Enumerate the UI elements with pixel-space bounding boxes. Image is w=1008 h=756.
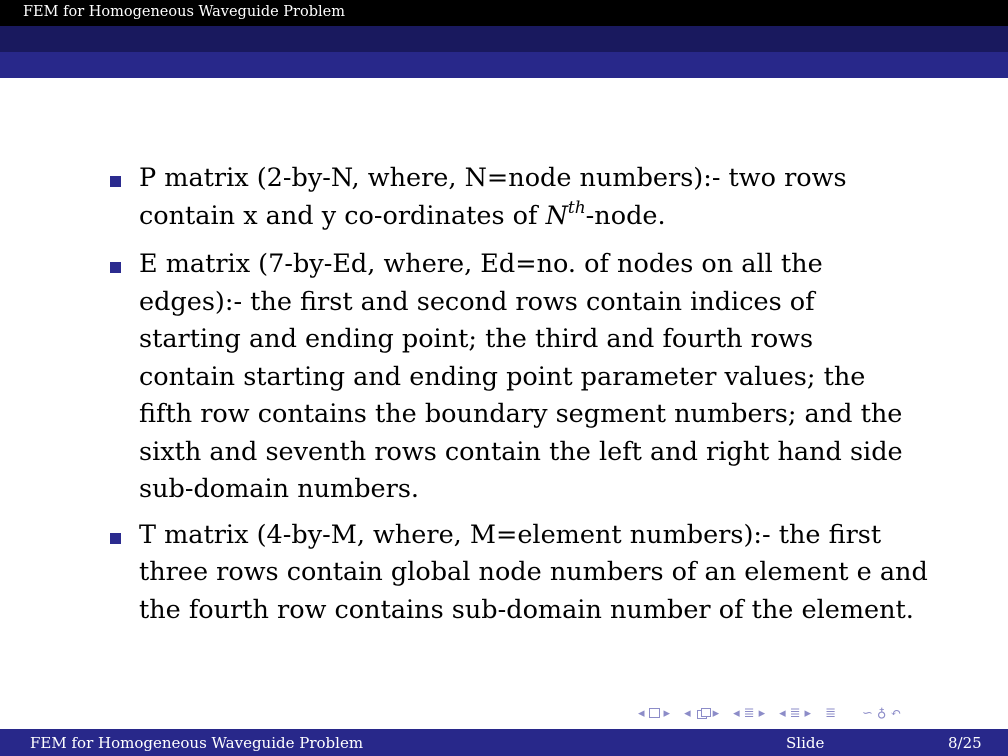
bullet-line: fifth row contains the boundary segment numbers; and the — [139, 399, 903, 429]
bullet-square-icon — [110, 176, 121, 187]
footer-title: FEM for Homogeneous Waveguide Problem — [30, 734, 364, 752]
header-bar-subsection — [0, 26, 1008, 52]
footer-slide-label: Slide — [786, 734, 825, 752]
nav-section-alt-icon[interactable]: ◂ ≣ ▸ — [779, 705, 812, 721]
header-title: FEM for Homogeneous Waveguide Problem — [23, 4, 345, 20]
bullet-line: P matrix (2-by-N, where, N=node numbers):- two rows — [139, 163, 847, 193]
nav-frame-icon[interactable]: ◂ ▸ — [638, 705, 671, 721]
bullet-line: sub-domain numbers. — [139, 474, 420, 504]
math-n: N — [545, 200, 568, 231]
footer-bar — [0, 729, 1008, 756]
bullet-square-icon — [110, 533, 121, 544]
bullet-text: -node. — [585, 200, 666, 231]
bullet-line — [139, 198, 990, 239]
bullet-line: contain starting and ending point parameter values; the — [139, 361, 866, 392]
bullet-text: contain x and y co-ordinates of — [139, 200, 546, 231]
footer-page-number: 8/25 — [948, 734, 982, 752]
nav-align-icon[interactable]: ≣ — [825, 705, 836, 721]
bullet-line: starting and ending point; the third and fourth rows — [139, 324, 814, 354]
nav-search-icon[interactable]: ∽ ♁ ↶ — [861, 705, 902, 721]
nav-subsection-icon[interactable]: ◂ ▸ — [684, 705, 720, 721]
math-superscript: th — [567, 197, 586, 218]
bullet-item-t-matrix — [110, 517, 990, 630]
beamer-navigation — [636, 703, 903, 723]
bullet-line: the fourth row contains sub-domain number of the element. — [139, 594, 914, 625]
header-bar-title — [0, 0, 1008, 26]
bullet-line: edges):- the first and second rows contain indices of — [139, 286, 815, 317]
bullet-line: T matrix (4-by-M, where, M=element numbers):- the first — [139, 519, 882, 550]
header-bar-blank — [0, 52, 1008, 78]
nav-section-icon[interactable]: ◂ ≣ ▸ — [733, 705, 766, 721]
slide-content — [110, 160, 990, 637]
bullet-line: three rows contain global node numbers of an element e and — [139, 557, 928, 587]
bullet-line: E matrix (7-by-Ed, where, Ed=no. of nodes on all the — [139, 249, 823, 279]
bullet-item-e-matrix — [110, 246, 990, 509]
bullet-line: sixth and seventh rows contain the left and right hand side — [139, 436, 903, 467]
bullet-item-p-matrix — [110, 160, 990, 238]
bullet-square-icon — [110, 262, 121, 273]
